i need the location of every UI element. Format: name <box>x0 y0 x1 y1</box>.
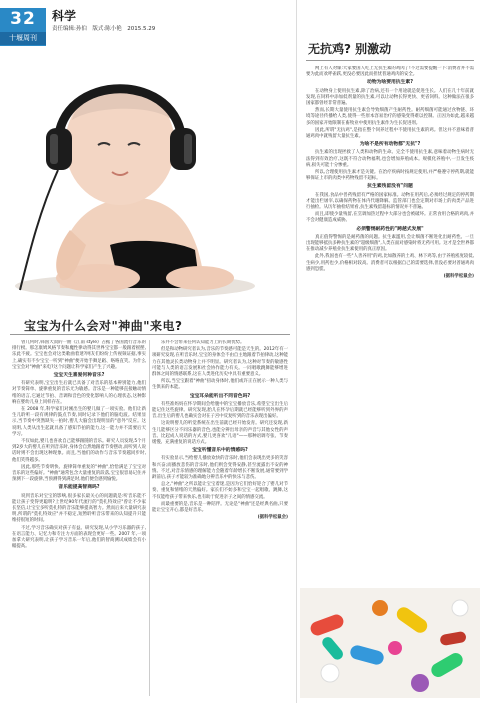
source-credit: (据科学松鼠会) <box>257 515 288 521</box>
subheading: 宝宝天生喜爱何种音乐? <box>53 373 105 379</box>
paragraph: 有些准妈妈在怀孕期间会给腹中的宝宝播放音乐,希望宝宝出生后能记住这些旋律。研究发现,胎儿在怀孕后期就已经能够听到外界的声音,出生后的婴儿也确实会对在子宫中反复听到的音乐表现出偏好。 <box>152 401 288 420</box>
subheading: 动物为啥要用抗生素? <box>367 80 413 86</box>
page-number-badge <box>0 8 46 46</box>
paragraph: 而且,即使少量残留,在烹调加热过程中大部分也会被破坏。正常食用合格的鸡肉,并不会对健康造成威胁。 <box>306 212 474 224</box>
section-title: 科学 <box>52 9 77 23</box>
source-credit: (据科学松鼠会) <box>443 274 474 280</box>
subheading: 音乐能提高智商吗? <box>58 485 100 491</box>
colorful-pills-icon <box>300 588 480 698</box>
side-article-column <box>306 66 474 591</box>
main-headline: 宝宝为什么会对"神曲"来电? <box>24 319 183 333</box>
side-headline-divider <box>306 60 474 61</box>
paragraph: 这说明婴儿的听觉系统在出生前就已经开始发育。研究还发现,新生儿能够区分不同乐器的音色,也能分辨出母亲的声音与其他女性的声音。比起成人说话的方式,婴儿更喜欢"儿语"——那种语调夸张、节奏缓慢、充满重复的说话方式。 <box>152 421 288 446</box>
paragraph: 曾几何时,韩国大叔的一曲《江南 style》占据了各国流行音乐的排行榜。那怎康姆风格节奏和魔性律动得其世界宝宝都一般跟着摇摆,乐此不疲。宝宝也会对这类歌曲着迷?网友们纷纷上传视频证据,事实上,确实有不少宝宝一听到"神曲"便开始手舞足蹈、咯咯直笑。为什么宝宝会对"神曲"来电?这个问题让科学家们产生了兴趣。 <box>12 340 146 370</box>
subheading: 宝宝听懂音乐中的情感吗? <box>192 448 248 454</box>
paragraph: 说到音乐对宝宝的影响,很多家长最关心的问题就是:听音乐能不能让孩子变得更聪明?上世纪90年代流行的"莫扎特效应"曾让不少家长坚信,让宝宝多听莫扎特的音乐能够提高智力。然而后来大量研究表明,所谓的"莫扎特效应"并不稳定,短暂聆听音乐带来的认知提升只能维持很短的时间。 <box>12 493 146 524</box>
paragraph: 但是和动物研究者认为,音乐的节奏感可能是天生的。2012年有一项研究发现,在听音乐时,宝宝的身体会不由自主地跟着节拍律动,这种能力在其他灵长类动物身上并不明显。研究者认为,这种对节奏的敏感性可能与人类的语言发展和社会协作能力有关。一同唱歌跳舞能够增进群体之间的情感联系,这在人类进化历史中具有重要意义。 <box>152 347 288 378</box>
paragraph: 乐并不会带来任何认知能力上的长期优势。 <box>161 340 245 345</box>
main-article-column-left <box>12 340 146 696</box>
paragraph: 不仅如此,婴儿也喜欢自己能够跟随的音乐。研究人员发现,5个月到2岁大的婴儿在听到音乐时,身体会自然地跟着节奏摆动,而听到人说话时则不会出现这种现象。而且,当他们的动作与音乐节奏越同步时,他们笑得越多。 <box>12 439 146 463</box>
baby-headphones-photo <box>0 50 292 312</box>
paragraph: 有实验显示,当给婴儿播放欢快的音乐时,他们会表现出更多的笑容和兴奋;而播放悲伤的音乐时,他们则会变得安静,甚至流露出不安的神情。不过,对音乐情感的理解能力会随着年龄增长不断发展,通常要到学龄前后,孩子才能较为准确地分辨音乐中的快乐与悲伤。 <box>152 456 288 481</box>
paragraph: 有研究表明,宝宝出生后就已具备了对音乐的基本辨别能力,他们对节奏简单、旋律重复的音乐尤为敏感。音乐是一种能够直接触动情绪的语言,它通过节拍、音调和音色的变化影响人的心理状态,这种影响在婴幼儿身上同样存在。 <box>12 381 146 405</box>
paragraph: 在 2008 年,科学家们对刚出生的婴儿做了一项实验。他们让新生儿聆听一段有规律的鼓点节奏,同时记录下他们的脑电波。结果显示,当节奏中突然缺失一拍时,婴儿大脑会出现明显的"意外"反应。这说明,人类从出生起就具备了感知节拍的能力,这一能力并不需要后天学习。 <box>12 407 146 437</box>
paragraph: 因此,所谓"无抗鸡",是指在整个饲养过程中不使用抗生素的鸡。但这并不意味着普通鸡肉中就残留大量抗生素。 <box>306 127 474 140</box>
subheading: 宝宝耳朵能听出不同音色吗? <box>189 393 251 399</box>
main-article-column-middle <box>152 340 288 696</box>
paragraph: 真正值得警惕的是耐药菌的问题。抗生素滥用,会让细菌不断进化出耐药性。一旦出现能够抵抗多种抗生素的"超级细菌",人类在面对感染时将无药可用。这才是全世界都在推动减少养殖业抗生素使用的真正原因。 <box>306 234 474 253</box>
subheading: 为啥不是所有动物都"无抗"? <box>359 142 421 148</box>
baby-with-headphones-icon <box>0 50 292 312</box>
paragraph: 总之,"神曲"之所以能让宝宝着迷,是因为它们恰好迎合了婴儿对节奏、重复和情绪的天然偏好。家长们不妨多和宝宝一起唱歌、跳舞,这不仅能给孩子带来快乐,也有助于促进亲子之间的情感交流。 <box>152 482 288 500</box>
page-number: 32 <box>10 9 36 29</box>
paragraph: 所以,当宝宝跟着"神曲"扭动身体时,他们或许正在展示一种人类与生俱来的本能。 <box>152 379 288 391</box>
subheading: 必须警惕耐药性的"跨越式发展" <box>356 226 424 232</box>
paragraph: 网上有人対媒:大家要国人吃上无抗生素的鸡肉了!不过需要提醒一下:消费者并不需要为此而欢呼雀跃,更没必要因此而担忧普通鸡肉的安全。 <box>306 66 474 78</box>
paragraph: 因此,那些节奏明快、旋律简单重复的"神曲",恰恰满足了宝宝对音乐的这些偏好。"神曲"通常包含大量重复的段落,宝宝很容易记住并预测下一段旋律,当预测得到满足时,他们便会感到愉悦。 <box>12 464 146 483</box>
paragraph: 在我国,食品中兽药残留有严格的国家标准。动物在用药后,必须经过规定的停药期才能出栏屠宰,以确保药物在体内代谢降解。监管部门也会定期对市场上的肉类产品进行抽检。从历年抽检结果看,抗生素残留超标的情况并不普遍。 <box>306 192 474 211</box>
editor-credits: 责任编辑:孙伯 版式:陈小艳 2015.5.29 <box>52 26 156 32</box>
paper-name: 十堰周刊 <box>0 32 46 45</box>
paragraph: 不过,学习音乐确实对孩子有益。研究发现,从小学习乐器的孩子,在语言能力、记忆力和专注力方面的表现会更好一些。2007 年,一项加拿大研究表明,让孩子学习音乐一年后,他们的智商测试成绩会有小幅提高。 <box>12 525 146 550</box>
column-divider <box>149 340 150 696</box>
paragraph: 然而,长期大量使用抗生素会导致细菌产生耐药性。耐药细菌可能通过食物链、环境等途径传播给人类,使得一些原本容易治疗的感染变得难以控制。正因为如此,越来越多的国家开始限制在畜牧业中使用抗生素作为生长促进剂。 <box>306 108 474 126</box>
subheading: 抗生素残留没有"问题 <box>367 184 413 190</box>
side-headline: 无抗鸡? 别激动 <box>308 42 392 56</box>
paragraph: 此外,我国也有一些"人善养用"的鸡,比如散养的土鸡、林下鸡等,由于养殖密度较低,生病少,用药也少,价格相对较高。消费者可以根据自己的需要选择,但没必要对普通鸡肉感到恐慌。 <box>306 254 474 272</box>
headline-divider <box>10 334 290 335</box>
paragraph: 所以,合理使用抗生素才是关键。在治疗疾病时按规定使用,并严格遵守停药期,就能够保证上市的肉类中药物残留不超标。 <box>306 170 474 182</box>
pills-photo <box>300 588 480 698</box>
paragraph: 而最重要的是,音乐是一种陪伴。无论是"神曲"还是经典名曲,只要能让宝宝开心,都是好音乐。 <box>152 501 288 514</box>
paragraph: 抗生素的出现拯救了人类和动物的生命。完全不使用抗生素,意味着动物生病时无法得到有效治疗,这既不符合动物福利,也会增加养殖成本。规模化养殖中,一旦发生疫病,损失可能十分惨重。 <box>306 150 474 168</box>
paragraph: 在动物身上使用抗生素,除了治病,还有一个用途就是促进生长。人们在几十年前就发现,在饲料中添加低剂量的抗生素,可以让动物长得更快、更省饲料。这种做法在很多国家都曾经非常普遍。 <box>306 88 474 107</box>
